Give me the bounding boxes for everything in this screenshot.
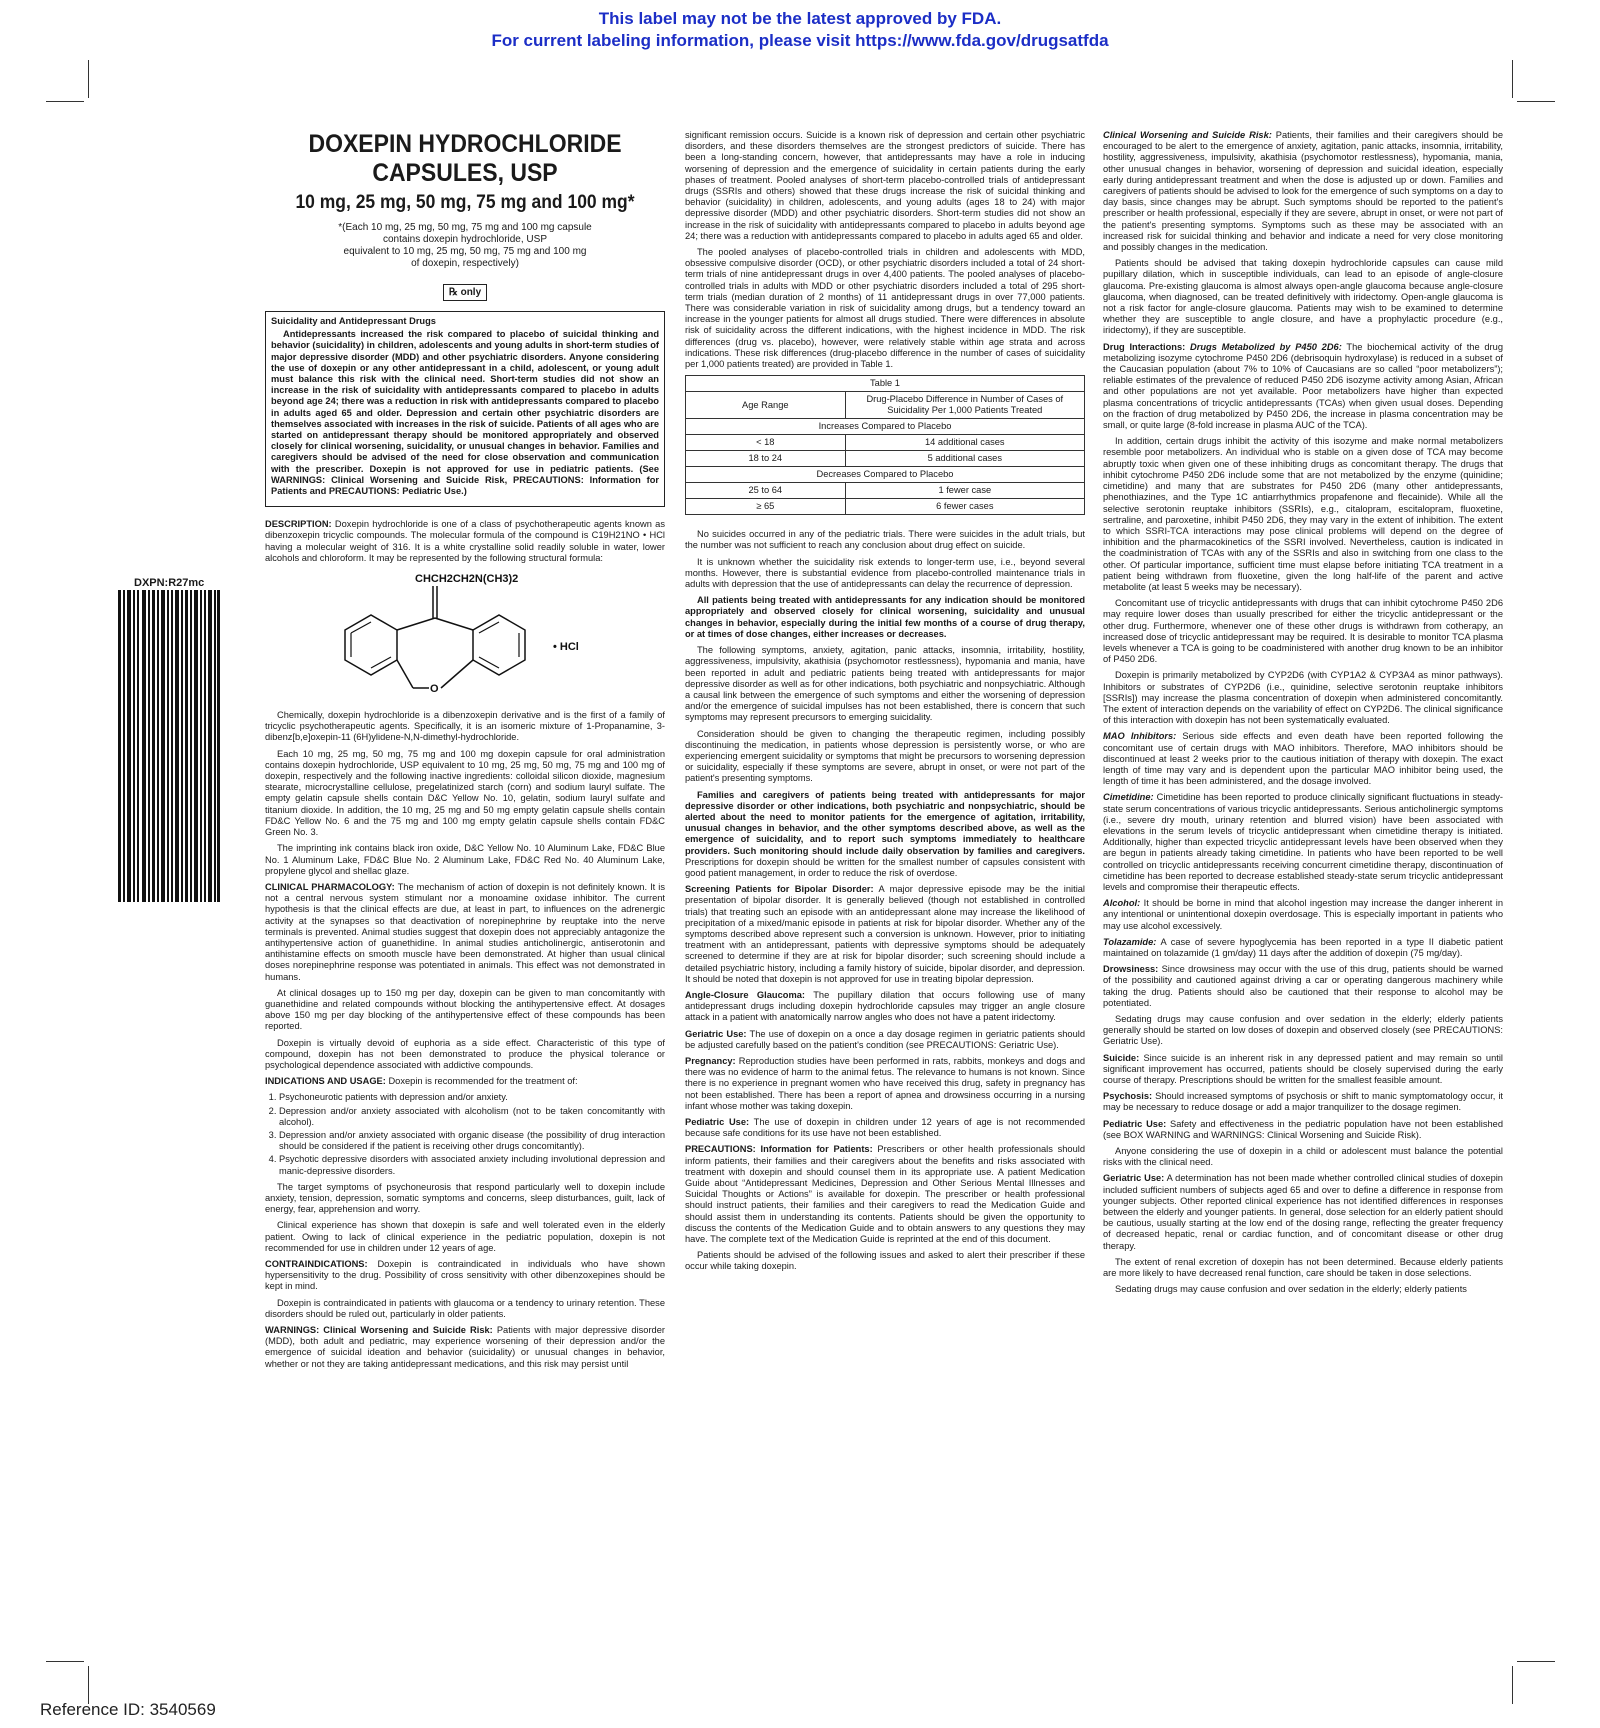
paragraph: Clinical experience has shown that doxepin is safe and well tolerated even in the elderly patient. Owing to lack of clinical experience in the pediatric population, doxepin is not recommended for use in children under 12 years of age. [265, 1220, 665, 1253]
rx-only-badge: ℞ only [443, 284, 487, 301]
paragraph-text: Serious side effects and even death have been reported following the concomitant use of certain drugs with MAO inhibitors. Therefore, MAO inhibitors should be discontinued at least 2 weeks prior to the cautious initiation of therapy with doxepin. The exact length of time may vary and is dependent upon the particular MAO inhibitor being used, the length of time it has been administered, and the dosage involved. [1103, 731, 1503, 787]
paragraph: Chemically, doxepin hydrochloride is a dibenzoxepin derivative and is the first of a family of tricyclic psychotherapeutic agents. Specifically, it is an isomeric mixture of 1-Propanamine, 3-dibenz[b,e]oxepin-11 (6H)ylidene-N,N-dimethyl-hydrochloride. [265, 710, 665, 743]
fda-disclaimer-banner [0, 8, 1600, 52]
paragraph-text: The use of doxepin on a once a day dosage regimen in geriatric patients should be adjusted carefully based on the patient's condition (see PRECAUTIONS: Geriatric Use). [685, 1028, 1086, 1050]
table-header: Age Range [686, 392, 846, 419]
table-row [686, 435, 1085, 451]
paragraph-bold-text: Families and caregivers of patients being treated with antidepressants for major depressive disorder or other indications, both psychiatric and nonpsychiatric, should be alerted about the need to monitor patients for the emergence of agitation, irritability, unusual changes in behavior, and the other symptoms described above, as well as the emergence of suicidality, and to report such symptoms immediately to healthcare providers. Such monitoring should include daily observation by families and caregivers. [685, 789, 1085, 856]
precautions-paragraph [685, 1144, 1085, 1245]
psychosis-paragraph [1103, 1091, 1503, 1113]
table-cell: 14 additional cases [845, 435, 1084, 451]
section-heading: Drowsiness: [1103, 964, 1159, 975]
crop-mark [46, 101, 84, 102]
alcohol-paragraph [1103, 898, 1503, 932]
paragraph: Doxepin is virtually devoid of euphoria as a side effect. Characteristic of this type of compound, doxepin has not been demonstrated to produce the physical tolerance or psychological dependence associated with addictive compounds. [265, 1037, 665, 1070]
section-heading: DESCRIPTION: [265, 519, 332, 530]
paragraph: At clinical dosages up to 150 mg per day, doxepin can be given to man concomitantly with guanethidine and related compounds without blocking the antihypertensive effect. At dosages above 150 mg per day blocking of the antihypertensive effect of these compounds has been reported. [265, 987, 665, 1032]
table-group-header: Increases Compared to Placebo [686, 419, 1085, 435]
cimetidine-paragraph [1103, 792, 1503, 893]
product-title-line1: DOXEPIN HYDROCHLORIDE [308, 130, 622, 158]
description-paragraph [265, 519, 665, 564]
suicide-paragraph [1103, 1053, 1503, 1087]
paragraph-text: Cimetidine has been reported to produce clinically significant fluctuations in steady-state serum concentrations of various tricyclic antidepressants. Serious anticholinergic symptoms (i.e., severe dry mouth, urinary retention and blurred vision) have been associated with elevations in the serum levels of tricyclic antidepressant when cimetidine therapy is initiated. Additionally, higher than expected tricyclic antidepressant levels have been observed when they are begun in patients already taking cimetidine. In patients who have been reported to be well controlled on tricyclic antidepressants receiving concurrent cimetidine therapy, discontinuation of cimetidine has been reported to decrease established steady-state serum tricyclic antidepressant levels and compromise their therapeutic effects. [1103, 792, 1503, 892]
paragraph: The extent of renal excretion of doxepin has not been determined. Because elderly patients are more likely to have decreased renal function, care should be taken in dose selections. [1103, 1256, 1503, 1279]
paragraph-text: The biochemical activity of the drug metabolizing isozyme cytochrome P450 2D6 (debrisoquin hydroxylase) is reduced in a subset of the Caucasian population (about 7% to 10% of Caucasians are so called “poor metabolizers”); reliable estimates of the prevalence of reduced P450 2D6 isozyme activity among Asian, African and other populations are not yet available. Poor metabolizers have higher than expected plasma concentrations of tricyclic antidepressants (TCAs) when given usual doses. Depending on the fraction of drug metabolized by P450 2D6, the increase in plasma concentration may be small, or quite large (8-fold increase in plasma AUC of the TCA). [1103, 341, 1503, 431]
geriatric-paragraph [685, 1029, 1085, 1051]
section-heading: Tolazamide: [1103, 936, 1157, 947]
paragraph: No suicides occurred in any of the pediatric trials. There were suicides in the adult trials, but the number was not sufficient to reach any conclusion about drug effect on suicide. [685, 529, 1085, 551]
section-heading: Cimetidine: [1103, 792, 1154, 803]
table-cell: 18 to 24 [686, 451, 846, 467]
strength-note [265, 222, 665, 270]
section-heading: Geriatric Use: [1103, 1173, 1165, 1184]
table-row [686, 483, 1085, 499]
table-cell: 1 fewer case [845, 483, 1084, 499]
product-title-line2: CAPSULES, USP [372, 159, 558, 187]
bipolar-paragraph [685, 884, 1085, 985]
section-heading: CLINICAL PHARMACOLOGY: [265, 881, 395, 892]
table-cell: 5 additional cases [845, 451, 1084, 467]
glaucoma-paragraph [685, 990, 1085, 1024]
table-header: Drug-Placebo Difference in Number of Cases of Suicidality Per 1,000 Patients Treated [845, 392, 1084, 419]
section-heading: Pregnancy: [685, 1056, 736, 1066]
structure-hcl: • HCl [553, 641, 579, 654]
paragraph-text: A major depressive episode may be the initial presentation of bipolar disorder. It is generally believed (though not established in controlled trials) that treating such an episode with an antidepressant alone may increase the likelihood of precipitation of a mixed/manic episode in patients at risk for bipolar disorder. Whether any of the symptoms described above represent such a conversion is unknown. However, prior to initiating treatment with an antidepressant, patients with depressive symptoms should be adequately screened to determine if they are at risk for bipolar disorder; such screening should include a detailed psychiatric history, including a family history of suicide, bipolar disorder, and depression. It should be noted that doxepin is not approved for use in treating bipolar depression. [685, 884, 1085, 984]
strength-note-line: contains doxepin hydrochloride, USP [383, 234, 547, 245]
pregnancy-paragraph [685, 1056, 1085, 1112]
section-heading: PRECAUTIONS: Information for Patients: [685, 1144, 873, 1155]
table-row [686, 451, 1085, 467]
list-item: 3. Depression and/or anxiety associated with organic disease (the possibility of drug interaction should be considered if the patient is receiving other drugs concomitantly). [279, 1130, 665, 1152]
paragraph-text: The pupillary dilation that occurs following use of many antidepressant drugs including doxepin hydrochloride capsules may trigger an angle closure attack in a patient with anatomically narrow angles who does not have a patent iridectomy. [685, 989, 1086, 1023]
paragraph-text: Should increased symptoms of psychosis or shift to manic symptomatology occur, it may be necessary to reduce dosage or add a major tranquilizer to the dosage regimen. [1103, 1091, 1503, 1113]
paragraph-text: Prescribers or other health professionals should inform patients, their families and their caregivers about the benefits and risks associated with treatment with doxepin and should counsel them in its appropriate use. A patient Medication Guide about “Antidepressant Medicines, Depression and Other Serious Mental Illnesses and Suicidal Thoughts or Actions” is available for doxepin. The prescriber or health professional should instruct patients, their families and their caregivers to read the Medication Guide and should assist them in understanding its contents. Patients should be given the opportunity to discuss the contents of the Medication Guide and to obtain answers to any questions they may have. The complete text of the Medication Guide is reprinted at the end of this document. [685, 1144, 1085, 1245]
suicidality-table [685, 375, 1085, 515]
column-3 [1103, 130, 1503, 1301]
section-heading: Clinical Worsening and Suicide Risk: [1103, 130, 1272, 140]
list-item: 1. Psychoneurotic patients with depression and/or anxiety. [279, 1092, 665, 1103]
section-heading: INDICATIONS AND USAGE: [265, 1076, 386, 1087]
geriatric-use-paragraph [1103, 1173, 1503, 1251]
crop-mark [1512, 60, 1513, 98]
paragraph: Sedating drugs may cause confusion and over sedation in the elderly; elderly patients [1115, 1284, 1467, 1295]
section-heading: Angle-Closure Glaucoma: [685, 989, 805, 1000]
paragraph: Each 10 mg, 25 mg, 50 mg, 75 mg and 100 mg doxepin capsule for oral administration contains doxepin hydrochloride, USP equivalent to 10 mg, 25 mg, 50 mg, 75 mg and 100 mg of doxepin, respectively and the following inactive ingredients: colloidal silicon dioxide, magnesium stearate, microcrystalline cellulose, pregelatinized starch (corn) and sodium lauryl sulfate. The empty gelatin capsule shells contain D&C Yellow No. 10, gelatin, sodium lauryl sulfate and titanium dioxide. In addition, the 10 mg, 25 mg and 50 mg empty gelatin capsule shells contain FD&C Yellow No. 6 and the 75 mg and 100 mg empty gelatin capsule shells contain FD&C Green No. 3. [265, 748, 665, 838]
section-heading: Pediatric Use: [1103, 1118, 1167, 1129]
section-subheading: Drugs Metabolized by P450 2D6: [1190, 341, 1342, 352]
strength-note-line: equivalent to 10 mg, 25 mg, 50 mg, 75 mg and 100 mg [343, 246, 587, 257]
table-group-header: Decreases Compared to Placebo [686, 467, 1085, 483]
column-1 [265, 130, 665, 1375]
crop-mark [1517, 101, 1555, 102]
section-heading: CONTRAINDICATIONS: [265, 1259, 368, 1269]
contraindications-paragraph [265, 1259, 665, 1293]
paragraph: Concomitant use of tricyclic antidepressants with drugs that can inhibit cytochrome P450 2D6 may require lower doses than usually prescribed for either the tricyclic antidepressant or the other drug. Furthermore, whenever one of these other drugs is withdrawn from cotherapy, an increased dose of tricyclic antidepressant may be required. It is desirable to monitor TCA plasma levels whenever a TCA is going to be coadministered with another drug known to be an inhibitor of P450 2D6. [1103, 598, 1503, 665]
warnings-paragraph [265, 1325, 665, 1370]
crop-mark [88, 1666, 89, 1704]
crop-mark [88, 60, 89, 98]
paragraph: Doxepin is primarily metabolized by CYP2D6 (with CYP1A2 & CYP3A4 as minor pathways). Inhibitors or substrates of CYP2D6 (i.e., quinidine, selective serotonin reuptake inhibitors [SSRIs]) may increase the plasma concentration of doxepin when administered concomitantly. The extent of interaction depends on the variability of effect on CYP2D6. The clinical significance of this interaction with doxepin has not been systematically evaluated. [1103, 670, 1503, 726]
list-item: 4. Psychotic depressive disorders with associated anxiety including involutional depression and manic-depressive disorders. [279, 1154, 665, 1176]
paragraph: The imprinting ink contains black iron oxide, D&C Yellow No. 10 Aluminum Lake, FD&C Blue No. 1 Aluminum Lake, FD&C Blue No. 2 Aluminum Lake, FD&C Red No. 40 Aluminum Lake, propylene glycol and shellac glaze. [265, 843, 665, 876]
table-cell: ≥ 65 [686, 499, 846, 515]
crop-mark [1517, 1661, 1555, 1662]
paragraph-text: Doxepin is contraindicated in individuals who have shown hypersensitivity to the drug. Possibility of cross sensitivity with other dibenzoxepines should be kept in mind. [265, 1259, 665, 1292]
paragraph-text: Since suicide is an inherent risk in any depressed patient and may remain so until significant improvement has occurred, patients should be closely supervised during the early course of therapy. Prescriptions should be written for the smallest feasible amount. [1103, 1052, 1503, 1086]
boxed-warning-title: Suicidality and Antidepressant Drugs [271, 316, 436, 326]
section-heading: Suicide: [1103, 1052, 1140, 1063]
paragraph-text: Doxepin is recommended for the treatment of: [388, 1076, 578, 1087]
paragraph-text: Patients with major depressive disorder (MDD), both adult and pediatric, may experience worsening of their depression and/or the emergence of suicidal ideation and behavior (suicidality) or unusual changes in behavior, whether or not they are taking antidepressant medications, and this risk may persist until [265, 1325, 665, 1369]
drowsiness-paragraph [1103, 964, 1503, 1009]
column-2 [685, 130, 1085, 1278]
paragraph: Anyone considering the use of doxepin in a child or adolescent must balance the potential risks with the clinical need. [1103, 1146, 1503, 1168]
crop-mark [1512, 1666, 1513, 1704]
section-heading: Alcohol: [1103, 898, 1141, 909]
clinical-pharmacology-paragraph [265, 882, 665, 983]
fda-banner-line2: For current labeling information, please visit https://www.fda.gov/drugsatfda [491, 31, 1109, 50]
paragraph-text: Patients, their families and their caregivers should be encouraged to be alert to the emergence of anxiety, agitation, panic attacks, insomnia, irritability, hostility, aggressiveness, impulsivity, akathisia (psychomotor restlessness), hypomania, mania, other unusual changes in behavior, worsening of depression and suicidal ideation, especially early during antidepressant treatment and when the dose is adjusted up or down. Families and caregivers of patients should be advised to look for the emergence of such symptoms on a day to day basis, since changes may be abrupt. Such symptoms should be reported to the patient's prescriber or health professional, especially if they are severe, abrupt in onset, or were not part of the patient's presenting symptoms. Symptoms such as these may be associated with an increased risk for suicidal thinking and behavior and indicate a need for very close monitoring and possibly changes in the medication. [1103, 130, 1504, 253]
paragraph: Consideration should be given to changing the therapeutic regimen, including possibly discontinuing the medication, in patients whose depression is persistently worse, or who are experiencing emergent suicidality or symptoms that might be precursors to worsening depression or suicidality, especially if these symptoms are severe, abrupt in onset, or were not part of the patient's presenting symptoms. [685, 728, 1085, 784]
indications-list [265, 1092, 665, 1176]
paragraph: Patients should be advised of the following issues and asked to alert their prescriber if these occur while taking doxepin. [685, 1250, 1085, 1272]
drug-interactions-paragraph [1103, 342, 1503, 432]
paragraph-text: A case of severe hypoglycemia has been reported in a type II diabetic patient maintained on tolazamide (1 gm/day) 11 days after the addition of doxepin (75 mg/day). [1103, 936, 1503, 959]
paragraph: Patients should be advised that taking doxepin hydrochloride capsules can cause mild pupillary dilation, which in susceptible individuals, can lead to an episode of angle-closure glaucoma. Pre-existing glaucoma is almost always open-angle glaucoma because angle-closure glaucoma, when diagnosed, can be treated definitively with iridectomy. Open-angle glaucoma is not a risk factor for angle-closure glaucoma. Patients may wish to be examined to determine whether they are susceptible to angle closure, and have a prophylactic procedure (e.g., iridectomy), if they are susceptible. [1103, 258, 1503, 336]
paragraph-text: The mechanism of action of doxepin is not definitely known. It is not a central nervous system stimulant nor a monoamine oxidase inhibitor. The current hypothesis is that the clinical effects are due, at least in part, to influences on the adrenergic activity at the synapses so that deactivation of norepinephrine by reuptake into the nerve terminals is prevented. Animal studies suggest that doxepin does not appreciably antagonize the antihypertensive action of guanethidine. In animal studies anticholinergic, antiserotonin and antihistamine effects on smooth muscle have been demonstrated. At higher than usual clinical doses norepinephrine response was potentiated in animals. This effect was not demonstrated in humans. [265, 881, 665, 982]
table-caption: Table 1 [686, 376, 1085, 392]
boxed-warning-text: Antidepressants increased the risk compared to placebo of suicidal thinking and behavior (suicidality) in children, adolescents and young adults in short-term studies of major depressive disorder (MDD) and other psychiatric disorders. Anyone considering the use of doxepin or any other antidepressant in a child, adolescent, or young adult must balance this risk with the clinical need. Short-term studies did not show an increase in the risk of suicidality with antidepressants compared to placebo in adults beyond age 24; there was a reduction in risk with antidepressants compared to placebo in adults aged 65 and older. Depression and certain other psychiatric disorders are themselves associated with increases in the risk of suicide. Patients of all ages who are started on antidepressant therapy should be monitored appropriately and observed closely for clinical worsening, suicidality, or unusual changes in behavior. Families and caregivers should be advised of the need for close observation and communication with the prescriber. Doxepin is not approved for use in pediatric patients. (See WARNINGS: Clinical Worsening and Suicide Risk, PRECAUTIONS: Information for Patients and PRECAUTIONS: Pediatric Use.) [271, 329, 659, 497]
structure-oxygen: O [430, 683, 439, 696]
section-heading: Geriatric Use: [685, 1028, 747, 1039]
section-heading: Drug Interactions: [1103, 341, 1186, 352]
paragraph-bold: All patients being treated with antidepressants for any indication should be monitored appropriately and observed closely for clinical worsening, suicidality and unusual changes in behavior, especially during the initial few months of a course of drug therapy, or at times of dose changes, either increases or decreases. [685, 595, 1085, 639]
section-heading: WARNINGS: Clinical Worsening and Suicide Risk: [265, 1325, 493, 1336]
section-heading: Pediatric Use: [685, 1117, 750, 1128]
paragraph: The pooled analyses of placebo-controlled trials in children and adolescents with MDD, obsessive compulsive disorder (OCD), or other psychiatric disorders included a total of 24 short-term trials of nine antidepressant drugs in over 4,400 patients. The pooled analyses of placebo-controlled trials in adults with MDD or other psychiatric disorders included a total of 295 short-term trials (median duration of 2 months) of 11 antidepressant drugs in over 77,000 patients. There was considerable variation in risk of suicidality among drugs, but a tendency toward an increase in the younger patients for almost all drugs studied. There were differences in absolute risk of suicidality across the different indications, with the highest incidence in MDD. The risk differences (drug vs. placebo), however, were relatively stable within age strata and across indications. These risk differences (drug-placebo difference in the number of cases of suicidality per 1,000 patients treated) are provided in Table 1. [685, 247, 1085, 370]
section-heading: Psychosis: [1103, 1091, 1153, 1102]
structural-formula [305, 570, 625, 700]
barcode [118, 590, 220, 902]
paragraph [685, 790, 1085, 880]
paragraph-text: Reproduction studies have been performed in rats, rabbits, monkeys and dogs and there was no evidence of harm to the animal fetus. The relevance to humans is not known. Since there is no experience in pregnant women who have received this drug, safety in pregnancy has not been established. There has been a report of apnea and drowsiness occurring in a nursing infant whose mother was taking doxepin. [685, 1056, 1085, 1111]
paragraph: Doxepin is contraindicated in patients with glaucoma or a tendency to urinary retention. These disorders should be ruled out, particularly in older patients. [265, 1297, 665, 1319]
structure-side-chain: CHCH2CH2N(CH3)2 [415, 573, 519, 586]
table-cell: 6 fewer cases [845, 499, 1084, 515]
section-heading: Screening Patients for Bipolar Disorder: [685, 884, 874, 895]
paragraph-text: Prescriptions for doxepin should be written for the smallest number of capsules consistent with good patient management, in order to reduce the risk of overdose. [685, 856, 1085, 878]
paragraph: In addition, certain drugs inhibit the activity of this isozyme and make normal metabolizers resemble poor metabolizers. An individual who is stable on a given dose of TCA may become abruptly toxic when given one of these inhibiting drugs as concomitant therapy. The drugs that inhibit cytochrome P450 2D6 include some that are not metabolized by the enzyme (quinidine; cimetidine) and many that are substrates for P450 2D6 (many other antidepressants, phenothiazines, and the Type 1C antiarrhythmics propafenone and flecainide). While all the selective serotonin reuptake inhibitors (SSRIs), e.g., citalopram, escitalopram, fluoxetine, sertraline, and paroxetine, inhibit P450 2D6, they may vary in the extent of inhibition. The extent to which SSRI-TCA interactions may pose clinical problems will depend on the degree of inhibition and the pharmacokinetics of the SSRI involved. Nevertheless, caution is indicated in the coadministration of TCAs with any of the SSRIs and also in switching from one class to the other. Of particular importance, sufficient time must elapse before initiating TCA treatment in a patient being withdrawn from fluoxetine, given the long half-life of the parent and active metabolite (at least 5 weeks may be necessary). [1103, 436, 1503, 592]
barcode-label: DXPN:R27mc [134, 577, 205, 589]
paragraph-text: Since drowsiness may occur with the use of this drug, patients should be warned of the possibility and cautioned against driving a car or operating dangerous machinery while taking the drug. Patients should also be cautioned that their response to alcohol may be potentiated. [1103, 964, 1503, 1008]
tolazamide-paragraph [1103, 937, 1503, 959]
pediatric-paragraph [685, 1117, 1085, 1139]
paragraph: The following symptoms, anxiety, agitation, panic attacks, insomnia, irritability, hostility, aggressiveness, impulsivity, akathisia (psychomotor restlessness), hypomania and mania, have been reported in adult and pediatric patients being treated with antidepressants for major depressive disorder as well as for other indications, both psychiatric and nonpsychiatric. Although a causal link between the emergence of such symptoms and either the worsening of depression and/or the emergence of suicidal impulses has not been established, there is concern that such symptoms may represent precursors to emerging suicidality. [685, 645, 1085, 723]
list-item: 2. Depression and/or anxiety associated with alcoholism (not to be taken concomitantly with alcohol). [279, 1106, 665, 1128]
strength-note-line: *(Each 10 mg, 25 mg, 50 mg, 75 mg and 100 mg capsule [338, 222, 592, 233]
paragraph-text: The use of doxepin in children under 12 years of age is not recommended because safe conditions for its use have not been established. [685, 1117, 1085, 1139]
paragraph-text: A determination has not been made whether controlled clinical studies of doxepin included sufficient numbers of subjects aged 65 and over to define a difference in response from younger subjects. Other reported clinical experience has not identified differences in responses between the elderly and younger patients. In general, dose selection for an elderly patient should be cautious, usually starting at the low end of the dosing range, reflecting the greater frequency of decreased hepatic, renal or cardiac function, and of concomitant disease or other drug therapy. [1103, 1173, 1503, 1251]
paragraph-text: Doxepin hydrochloride is one of a class of psychotherapeutic agents known as dibenzoxepin tricyclic compounds. The molecular formula of the compound is C19H21NO • HCl having a molecular weight of 316. It is a white crystalline solid readily soluble in water, lower alcohols and chloroform. It may be represented by the following structural formula: [265, 519, 665, 563]
fda-banner-line1: This label may not be the latest approved by FDA. [598, 9, 1002, 28]
clinical-worsening-paragraph [1103, 130, 1503, 253]
paragraph: It is unknown whether the suicidality risk extends to longer-term use, i.e., beyond several months. However, there is substantial evidence from placebo-controlled maintenance trials in adults with depression that the use of antidepressants can delay the recurrence of depression. [685, 556, 1085, 590]
table-cell: < 18 [686, 435, 846, 451]
paragraph-text: Safety and effectiveness in the pediatric population have not been established (see BOX WARNING and WARNINGS: Clinical Worsening and Suicide Risk). [1103, 1118, 1503, 1140]
paragraph-text: It should be borne in mind that alcohol ingestion may increase the danger inherent in any intentional or unintentional doxepin overdosage. This is especially important in patients who may use alcohol excessively. [1103, 898, 1503, 931]
mao-paragraph [1103, 731, 1503, 787]
indications-paragraph [265, 1076, 665, 1087]
table-row [686, 499, 1085, 515]
boxed-warning [265, 311, 665, 507]
paragraph: Sedating drugs may cause confusion and over sedation in the elderly; elderly patients generally should be started on low doses of doxepin and observed closely (see PRECAUTIONS: Geriatric Use). [1103, 1014, 1503, 1047]
strength-note-line: of doxepin, respectively) [411, 258, 519, 269]
reference-id: Reference ID: 3540569 [40, 1700, 216, 1719]
table-cell: 25 to 64 [686, 483, 846, 499]
pediatric-use-paragraph [1103, 1119, 1503, 1141]
section-heading: MAO Inhibitors: [1103, 731, 1177, 742]
crop-mark [46, 1661, 84, 1662]
product-strengths: 10 mg, 25 mg, 50 mg, 75 mg and 100 mg* [295, 192, 635, 213]
paragraph: significant remission occurs. Suicide is a known risk of depression and certain other psychiatric disorders, and these disorders themselves are the strongest predictors of suicide. There has been a long-standing concern, however, that antidepressants may have a role in inducing worsening of depression and the emergence of suicidality in certain patients during the early phases of treatment. Pooled analyses of short-term placebo-controlled trials of antidepressant drugs (SSRIs and others) showed that these drugs increase the risk of suicidal thinking and behavior (suicidality) in children, adolescents, and young adults (ages 18 to 24) with major depressive disorder (MDD) and other psychiatric disorders. Short-term studies did not show an increase in the risk of suicidality with antidepressants compared to placebo in adults beyond age 24; there was a reduction with antidepressants compared to placebo in adults aged 65 and older. [685, 130, 1085, 241]
paragraph: The target symptoms of psychoneurosis that respond particularly well to doxepin include anxiety, tension, depression, somatic symptoms and concerns, sleep disturbances, guilt, lack of energy, fear, apprehension and worry. [265, 1181, 665, 1215]
